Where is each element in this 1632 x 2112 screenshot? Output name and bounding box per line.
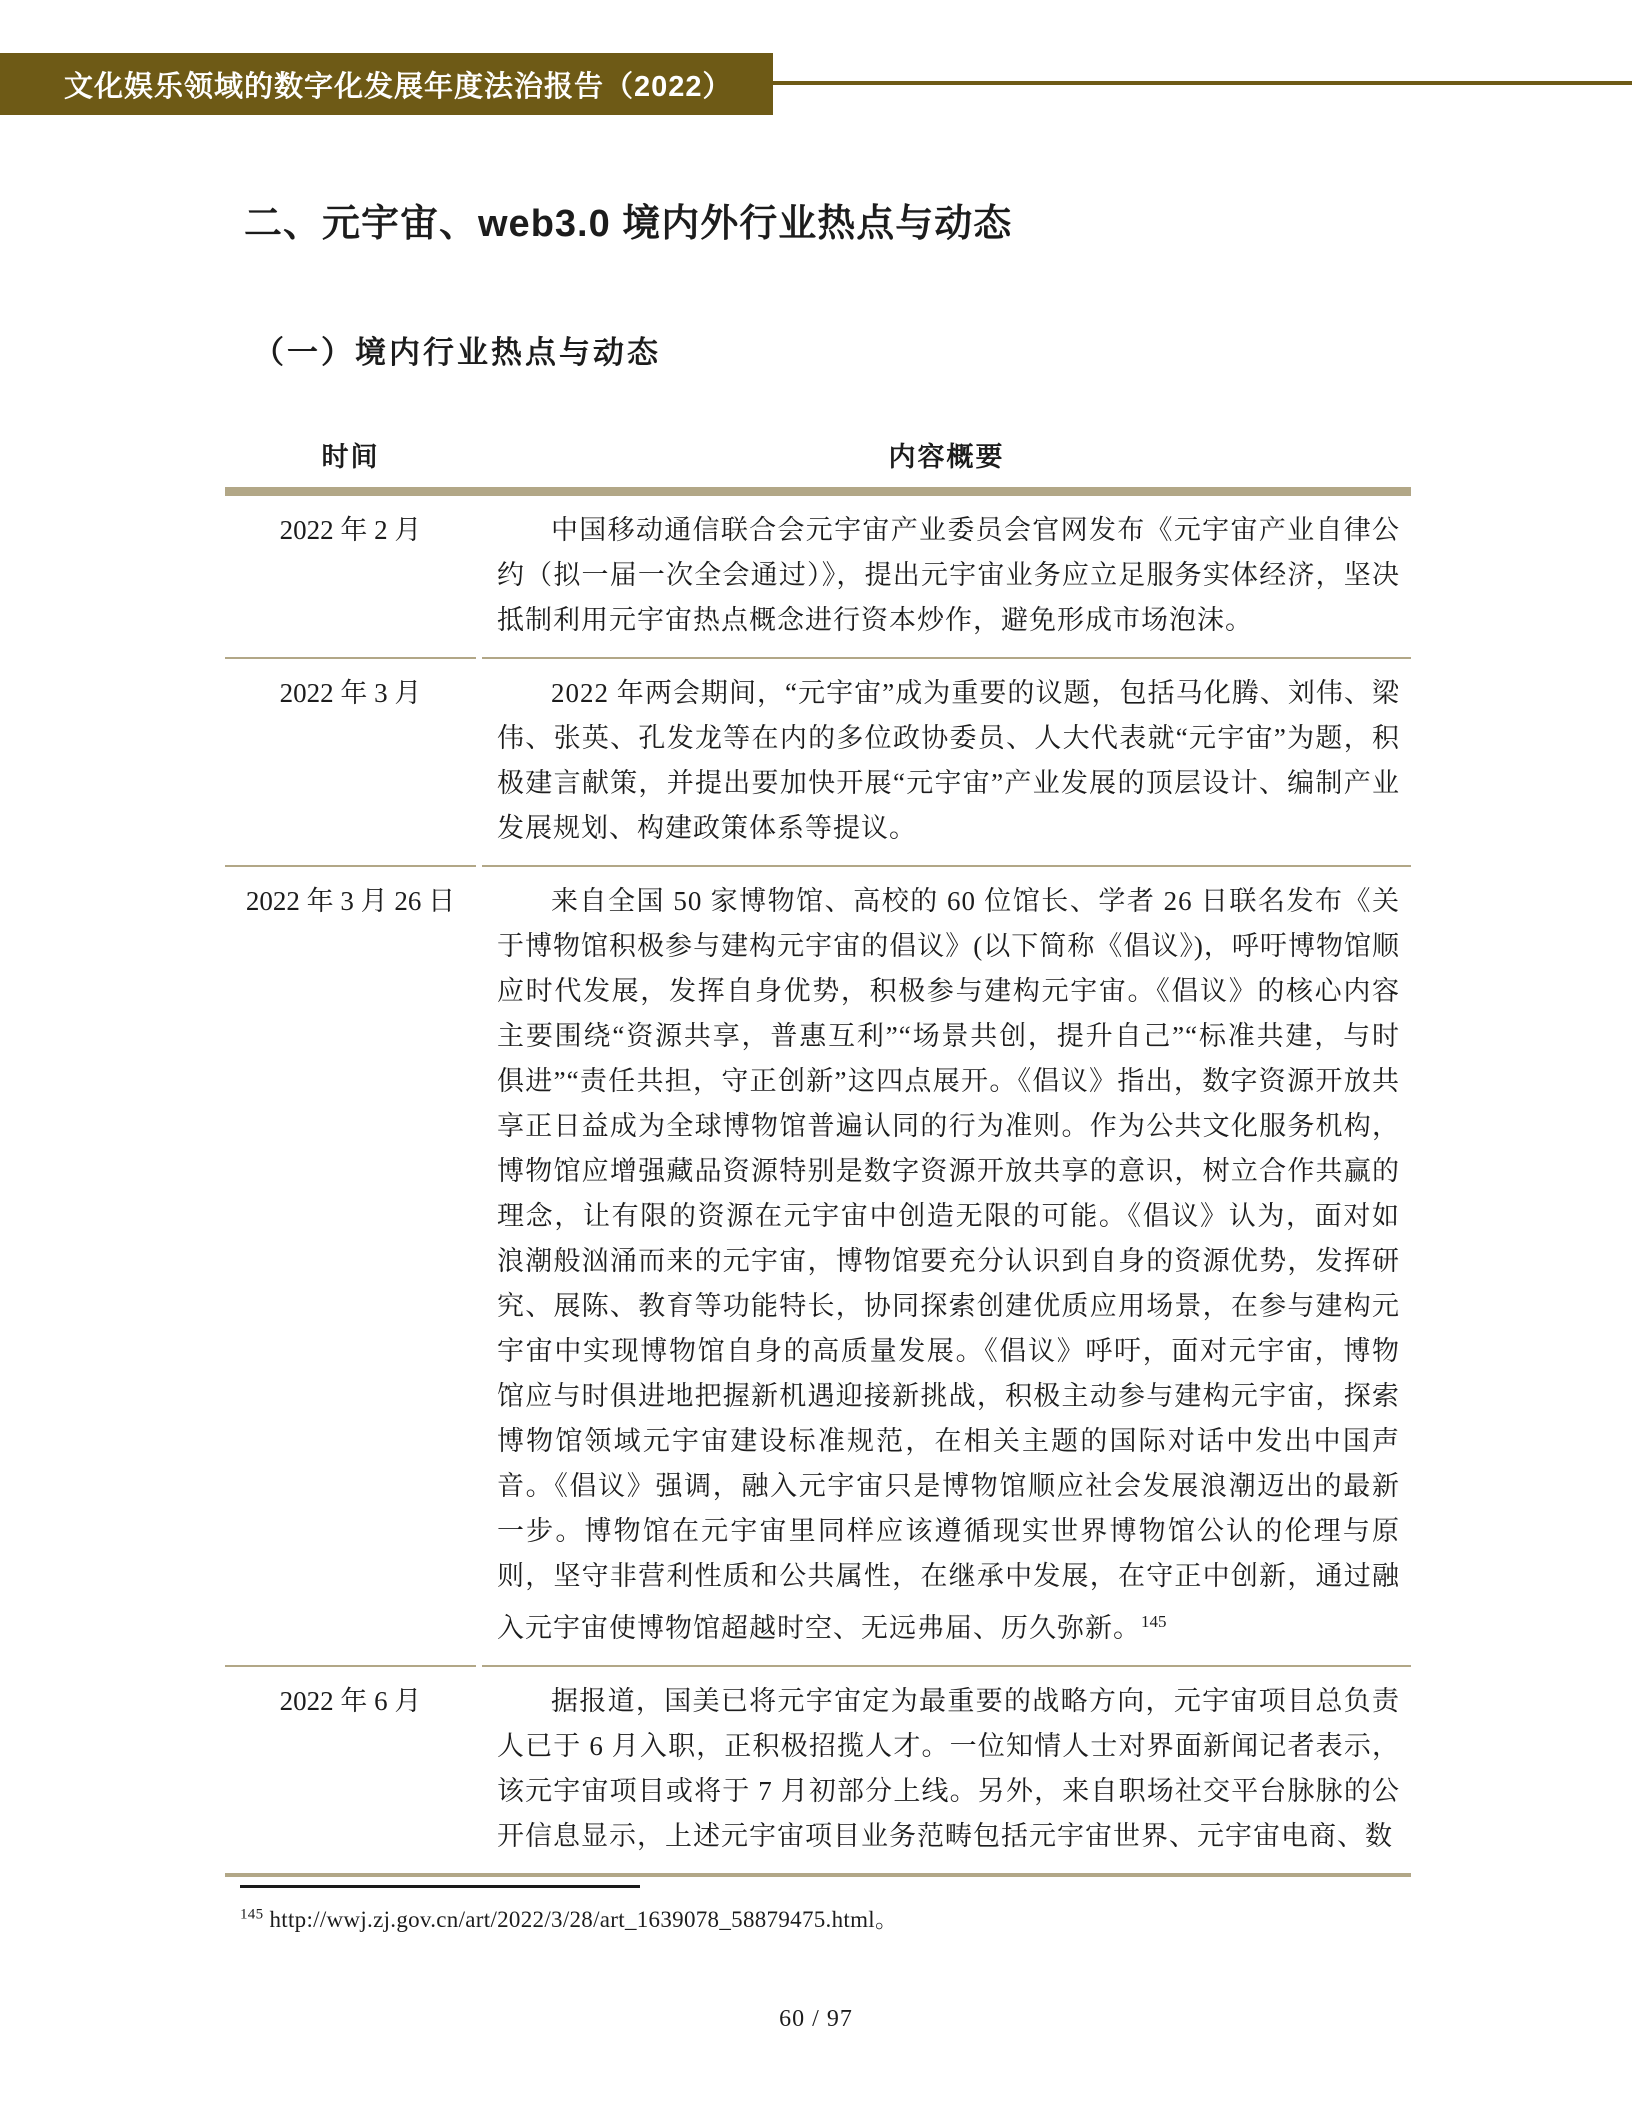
- footnote-separator-rule: [240, 1885, 640, 1888]
- column-header-summary: 内容概要: [888, 441, 1005, 472]
- column-header-time: 时间: [321, 441, 380, 472]
- table-row: [225, 1667, 1411, 1873]
- page-header-band: [0, 53, 773, 115]
- event-summary-text: 据报道，国美已将元宇宙定为最重要的战略方向，元宇宙项目总负责人已于 6 月入职，正积极招揽人才。一位知情人士对界面新闻记者表示，该元宇宙项目或将于 7 月初部分上线。另外，来自职场社交平台脉脉的公开信息显示，上述元宇宙项目业务范畴包括元宇宙世界、元宇宙电商、数: [497, 1686, 1400, 1851]
- footnote-ref-marker: 145: [1141, 1612, 1167, 1631]
- subsection-title: （一）境内行业热点与动态: [253, 335, 661, 370]
- table-row: [225, 659, 1411, 867]
- event-summary-text: 中国移动通信联合会元宇宙产业委员会官网发布《元宇宙产业自律公约（拟一届一次全会通过）》，提出元宇宙业务应立足服务实体经济，坚决抵制利用元宇宙热点概念进行资本炒作，避免形成市场泡沫。: [497, 515, 1400, 635]
- event-summary: [482, 496, 1411, 659]
- table-row: [225, 496, 1411, 659]
- events-table: [225, 421, 1411, 1877]
- event-summary: [482, 659, 1411, 867]
- event-date: 2022 年 6 月: [279, 1686, 422, 1716]
- event-date: 2022 年 3 月 26 日: [225, 867, 476, 1667]
- event-summary: [482, 1667, 1411, 1873]
- event-date: 2022 年 3 月: [225, 659, 476, 867]
- event-summary-text: 来自全国 50 家博物馆、高校的 60 位馆长、学者 26 日联名发布《关于博物馆积极参与建构元宇宙的倡议》(以下简称《倡议》)，呼吁博物馆顺应时代发展，发挥自身优势，积极参与建构元宇宙。《倡议》的核心内容主要围绕“资源共享，普惠互利”“场景共创，提升自己”“标准共建，与时俱进”“责任共担，守正创新”这四点展开。《倡议》指出，数字资源开放共享正日益成为全球博物馆普遍认同的行为准则。作为公共文化服务机构，博物馆应增强藏品资源特别是数字资源开放共享的意识，树立合作共赢的理念，让有限的资源在元宇宙中创造无限的可能。《倡议》认为，面对如浪潮般汹涌而来的元宇宙，博物馆要充分认识到自身的资源优势，发挥研究、展陈、教育等功能特长，协同探索创建优质应用场景，在参与建构元宇宙中实现博物馆自身的高质量发展。《倡议》呼吁，面对元宇宙，博物馆应与时俱进地把握新机遇迎接新挑战，积极主动参与建构元宇宙，探索博物馆领域元宇宙建设标准规范，在相关主题的国际对话中发出中国声音。《倡议》强调，融入元宇宙只是博物馆顺应社会发展浪潮迈出的最新一步。博物馆在元宇宙里同样应该遵循现实世界博物馆公认的伦理与原则，坚守非营利性质和公共属性，在继承中发展，在守正中创新，通过融入元宇宙使博物馆超越时空、无远弗届、历久弥新。: [497, 886, 1400, 1643]
- section-title: 二、元宇宙、web3.0 境内外行业热点与动态: [244, 203, 1013, 245]
- footnote-number: 145: [240, 1906, 264, 1923]
- event-date: 2022 年 2 月: [225, 496, 476, 659]
- report-title: 文化娱乐领域的数字化发展年度法治报告（2022）: [64, 70, 733, 103]
- event-summary: [482, 867, 1411, 1667]
- footnote: [240, 1901, 1420, 1934]
- event-summary-text: 2022 年两会期间，“元宇宙”成为重要的议题，包括马化腾、刘伟、梁伟、张英、孔发龙等在内的多位政协委员、人大代表就“元宇宙”为题，积极建言献策，并提出要加快开展“元宇宙”产业发展的顶层设计、编制产业发展规划、构建政策体系等提议。: [497, 678, 1400, 843]
- page-number: 60 / 97: [779, 2006, 853, 2032]
- table-row: [225, 867, 1411, 1667]
- header-rule: [773, 81, 1632, 85]
- table-header-row: [225, 421, 1411, 496]
- footnote-url-text: http://wwj.zj.gov.cn/art/2022/3/28/art_1639078_58879475.html。: [269, 1907, 899, 1932]
